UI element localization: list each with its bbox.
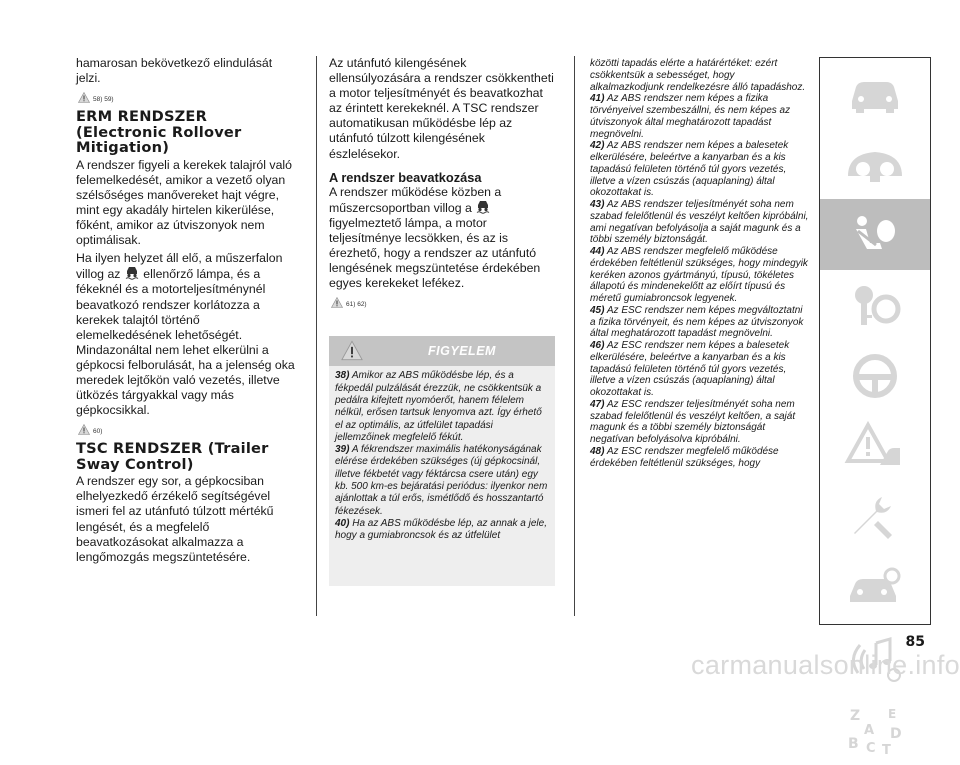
- column-1: [76, 56, 298, 565]
- tsc-p3-end: figyelmeztető lámpa, a motor teljesítménye lecsökken, és az is érezhető, hogy a rendszer az utánfutó lengésének megszüntetése érdekében egyes kerekeket lefékez.: [329, 215, 541, 291]
- dashboard-icon: [844, 138, 906, 190]
- note-number: 47): [590, 398, 605, 410]
- warning-ref-1: [78, 87, 298, 103]
- page-number: 85: [905, 634, 925, 650]
- note-text: Az ESC rendszer teljesítményét soha nem szabad felelőtlenül és veszélyt keltően, a saját magunk és a többi személy biztonságát negatívan befolyásolva kipróbálni.: [590, 398, 796, 445]
- note-text: Ha az ABS működésbe lép, az annak a jele, hogy a gumiabroncsok és az útfelület: [335, 517, 547, 542]
- index-letter: D: [890, 725, 902, 742]
- note-item: [590, 305, 810, 340]
- erm-paragraph-1: A rendszer figyeli a kerekek talajról való felemelkedését, amikor a vezető olyan szélsőséges manővereket hajt végre, mint egy akadály hirtelen kikerülése, főként, amikor az útviszonyok nem optimálisak.: [76, 157, 292, 248]
- note-item: [590, 340, 810, 399]
- note-text: Az ESC rendszer nem képes megváltoztatni a fizika törvényeit, és nem képes az útviszonyok által meghatározott tapadást megnövelni.: [590, 304, 804, 340]
- key-start-icon: [844, 279, 906, 331]
- column-divider: [316, 56, 317, 616]
- warning-box-body: [329, 366, 555, 586]
- note-number: 48): [590, 445, 605, 457]
- sidebar-tab-service[interactable]: [820, 482, 930, 553]
- note-text: Amikor az ABS működésbe lép, és a fékpedál pulzálását érezzük, ne csökkentsük a pedálra kifejtett nyomóerőt, hanem félelem nélkül, erősen tartsuk lenyomva azt. Így érhető el az optimális, az útfelület tapadási jellemzőinek megfelelő fékút.: [335, 370, 542, 443]
- sidebar-tab-steering[interactable]: [820, 341, 930, 412]
- note-text: Az ABS rendszer teljesítményét soha nem szabad felelőtlenül és veszélyt keltően kipróbálni, ami negatívan befolyásolja a saját magunk és a többi személy biztonságát.: [590, 199, 809, 246]
- sidebar-tab-emergency[interactable]: [820, 411, 930, 482]
- sidebar-tab-dashboard[interactable]: [820, 129, 930, 200]
- tsc-paragraph-1: A rendszer egy sor, a gépkocsiban elhelyezkedő érzékelő segítségével ismeri fel az utánfutó túlzott mértékű lengését, és a megfelelő beavatkozásokat alkalmazza a lengőmozgás megszüntetésére.: [76, 474, 274, 564]
- note-number: 46): [590, 340, 605, 351]
- erm-warning-light-icon: [124, 266, 140, 280]
- note-item: [335, 518, 549, 543]
- warning-refs: 60): [93, 428, 103, 436]
- erm-heading: ERM RENDSZER (Electronic Rollover Mitigation): [76, 108, 242, 157]
- intro-text: hamarosan bekövetkező elindulását jelzi.: [76, 56, 273, 86]
- warning-box-header: [329, 336, 555, 366]
- note-item: [590, 246, 810, 305]
- notes-list: [590, 58, 810, 469]
- tsc-paragraph-2: Az utánfutó kilengésének ellensúlyozására a rendszer csökkentheti a motor teljesítményét és beavatkozhat az érintett kerekeknél. A TSC rendszer automatikusan működésbe lép az utánfutó túlzott kilengésének észlelésekor.: [329, 56, 554, 161]
- sidebar-tab-car-info[interactable]: [820, 58, 930, 129]
- sidebar-tab-specs[interactable]: [820, 553, 930, 624]
- note-text: Az ESC rendszer megfelelő működése érdekében feltétlenül szükséges, hogy: [590, 445, 779, 469]
- warning-refs: 61) 62): [346, 301, 367, 309]
- note-item: [590, 446, 810, 470]
- warning-road-icon: [844, 421, 906, 473]
- column-divider: [574, 56, 575, 616]
- note-number: 38): [335, 370, 350, 382]
- warning-ref-3: [331, 292, 555, 308]
- car-info-icon: [844, 67, 906, 119]
- airbag-safety-icon: [844, 209, 906, 261]
- note-text: Az ABS rendszer nem képes a balesetek elkerülésére, beleértve a kanyarban és a kis tapadású felületen történő túl gyors vezetés, illetve a vízen csúszás (aquaplaning) által okozottakat is.: [590, 140, 789, 199]
- sub-heading: A rendszer beavatkozása: [329, 169, 482, 185]
- sidebar-tab-starting[interactable]: [820, 270, 930, 341]
- warning-ref-2: [78, 419, 298, 435]
- note-number: 45): [590, 304, 605, 316]
- note-number: 42): [590, 140, 605, 152]
- index-letter: T: [882, 742, 891, 756]
- note-text: Az ESC rendszer nem képes a balesetek elkerülésére, beleértve a kanyarban és a kis tapadású felületen történő túl gyors vezetés, illetve a vízen csúszás (aquaplaning) által okozottakat is.: [590, 340, 790, 398]
- note-number: 44): [590, 246, 605, 257]
- warning-triangle-icon: [341, 340, 363, 361]
- note-item: [590, 140, 810, 199]
- warning-triangle-icon: [78, 92, 90, 103]
- note-number: 40): [335, 517, 350, 529]
- wrench-service-icon: [844, 491, 906, 543]
- note-text: Az ABS rendszer nem képes a fizika törvényeivel szembeszállni, és nem képes az útviszonyok által meghatározott tapadást megnövelni.: [590, 93, 791, 140]
- index-letter: C: [866, 740, 876, 756]
- note-text: Az ABS rendszer megfelelő működése érdekében feltétlenül szükséges, hogy mindegyik keréken azonos gyártmányú, típusú, tökéletes állapotú és mindenekelőtt az előírt típusú és méretű gumiabroncsok legyenek.: [590, 246, 808, 304]
- index-letter: A: [864, 722, 875, 738]
- esc-warning-light-icon: [475, 200, 491, 214]
- tsc-p3-start: A rendszer működése közben a műszercsoportban villog a: [329, 184, 502, 215]
- index-letter: E: [888, 706, 897, 721]
- note-lead: közötti tapadás elérte a határértéket: ezért csökkentsük a sebességet, hogy alkalmazkodjunk rendelkezésre álló tapadáshoz.: [590, 58, 806, 93]
- note-number: 41): [590, 93, 605, 105]
- index-letter: Z: [850, 707, 861, 724]
- tsc-heading: TSC RENDSZER (Trailer Sway Control): [76, 440, 269, 473]
- index-letters-icon: [844, 704, 906, 756]
- note-item: [335, 370, 549, 444]
- index-letter: B: [848, 735, 859, 752]
- erm-p2-end: ellenőrző lámpa, és a fékeknél és a motorteljesítménynél beavatkozó rendszer korlátozza a kerekek talajtól történő elemelkedésének lehetőségét. Mindazonáltal nem lehet elkerülni a gépkocsi felborulását, ha a jelenség oka meredek lejtőkön való vezetés, illetve ütközés tárgyakkal vagy más gépkocsikkal.: [76, 267, 295, 418]
- note-number: 39): [335, 444, 350, 456]
- warning-refs: 58) 59): [93, 96, 114, 104]
- sidebar-tab-index[interactable]: [820, 694, 930, 765]
- note-item: [590, 399, 810, 446]
- warning-box-title: FIGYELEM: [428, 344, 496, 359]
- note-number: 43): [590, 199, 605, 210]
- erm-paragraph-2: [76, 251, 298, 418]
- sidebar-tab-safety[interactable]: [820, 199, 930, 270]
- note-item: [590, 199, 810, 246]
- column-3: [590, 58, 810, 469]
- erm-p2-start: Ha ilyen helyzet áll elő, a műszerfalon villog az: [76, 251, 283, 282]
- watermark: carmanualsonline.info: [691, 650, 960, 680]
- steering-wheel-icon: [844, 350, 906, 402]
- warning-triangle-icon: [78, 424, 90, 435]
- tsc-paragraph-3: [329, 185, 555, 292]
- note-text: A fékrendszer maximális hatékonyságának elérése érdekében szükséges (új gépkocsinál, illetve fékbetét vagy féktárcsa csere után) egy kb. 500 km-es bejáratási periódus: ilyenkor nem ajánlottak a túl erős, ismétlődő és hosszantartó fékezések.: [335, 444, 548, 517]
- car-specs-icon: [844, 562, 906, 614]
- note-item: [590, 93, 810, 140]
- note-item: [335, 444, 549, 518]
- warning-triangle-icon: [331, 297, 343, 308]
- column-2: [329, 56, 555, 586]
